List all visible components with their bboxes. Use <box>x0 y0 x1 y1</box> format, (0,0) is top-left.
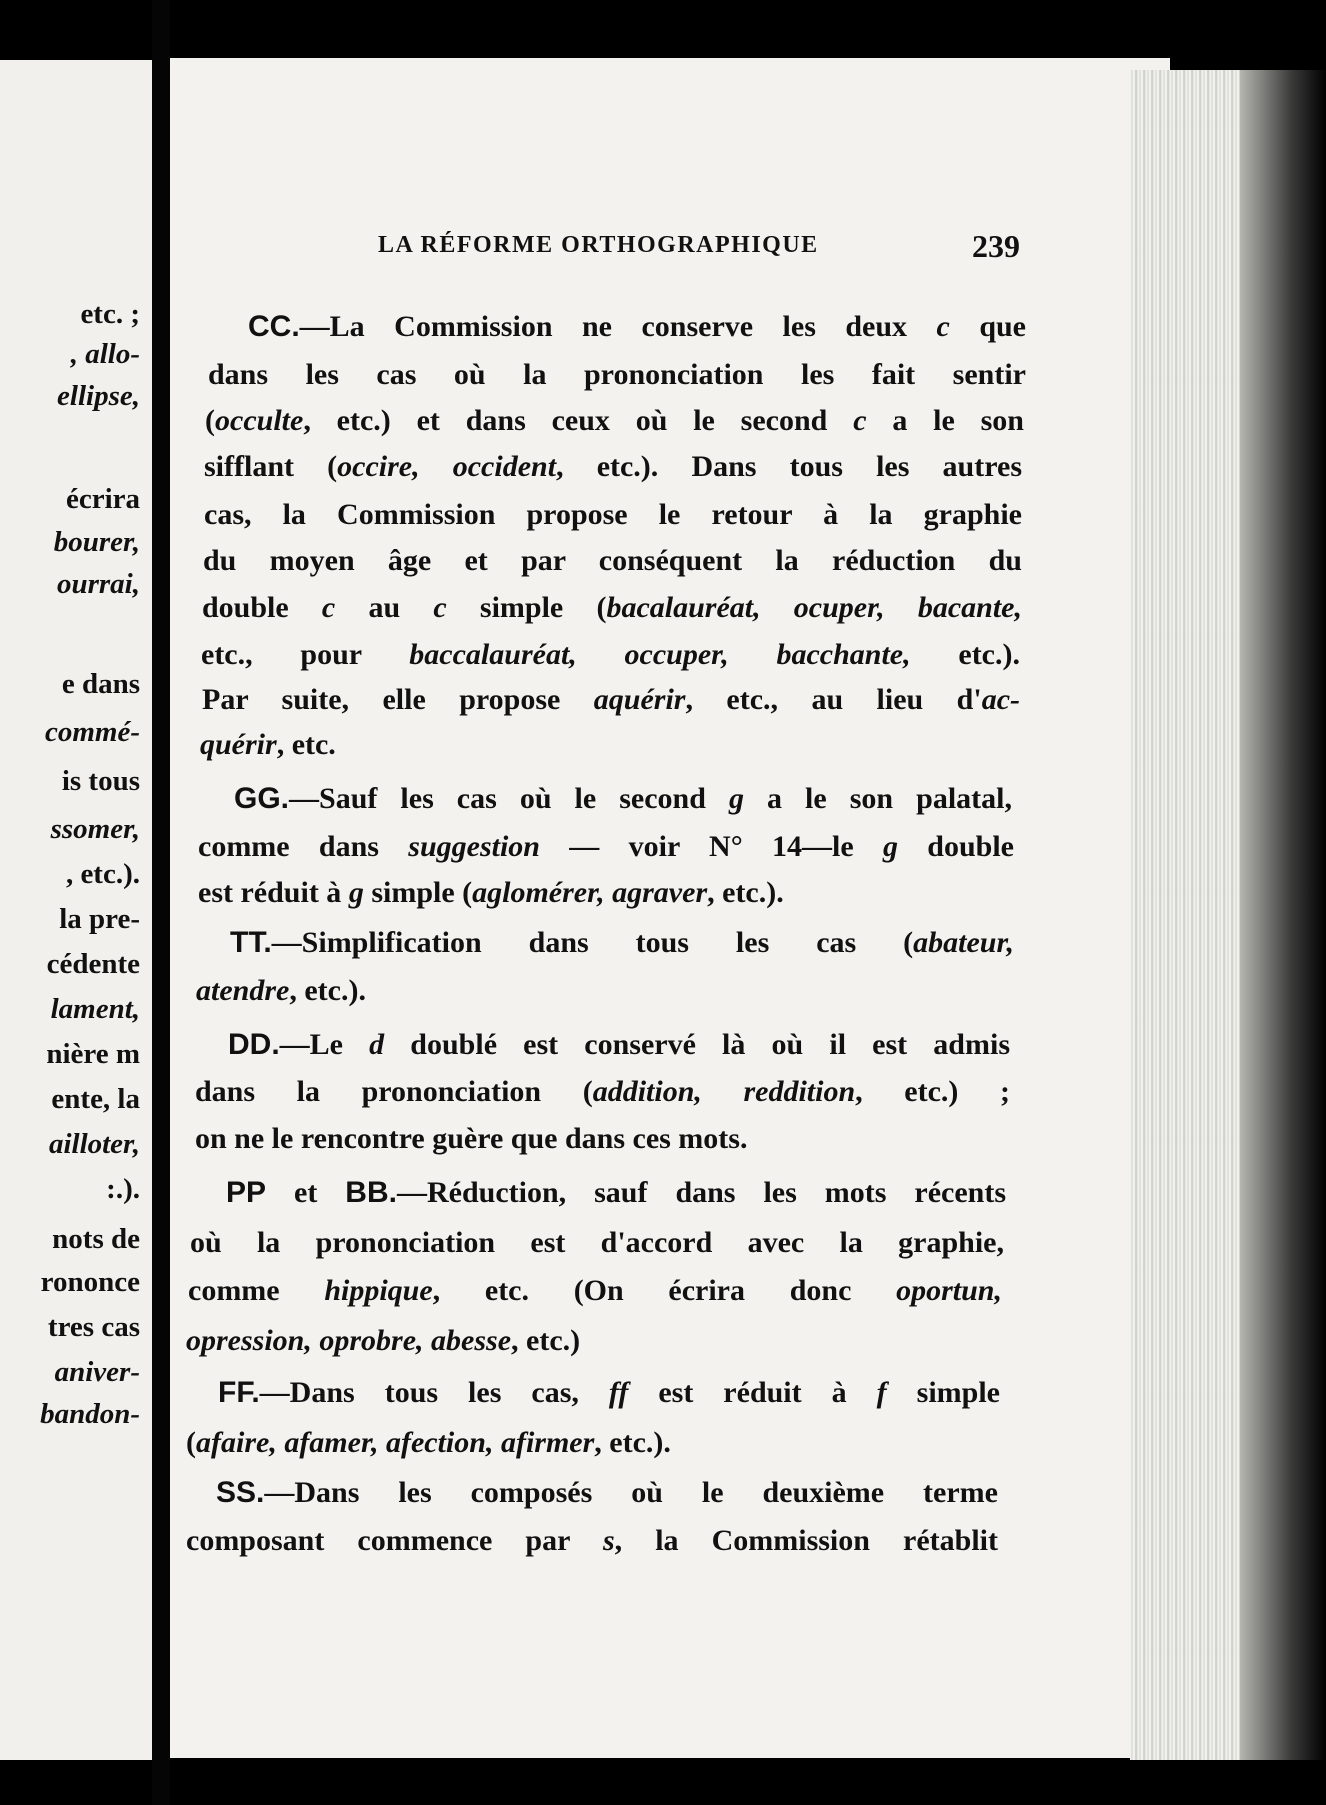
text-run: , etc.). <box>289 974 366 1007</box>
previous-page-line: bandon- <box>40 1398 140 1430</box>
previous-page-line: tres cas <box>47 1311 140 1343</box>
text-line <box>190 1228 1004 1258</box>
text-run: ( <box>205 404 215 437</box>
text-run: simple ( <box>363 876 473 909</box>
italic-word: oportun, <box>896 1274 1002 1307</box>
text-run: où la prononciation est d'accord avec la graphie, <box>190 1226 1004 1259</box>
italic-word: g <box>882 830 898 863</box>
italic-word: s <box>602 1524 615 1557</box>
previous-page-line: etc. ; <box>80 298 140 330</box>
previous-page-line: :.). <box>106 1173 140 1205</box>
previous-page-line: aniver- <box>54 1356 140 1388</box>
previous-page-line: la pre- <box>59 903 140 935</box>
text-run: , etc.). Dans tous les autres <box>556 450 1022 483</box>
italic-word: c <box>853 404 867 437</box>
section-heading: TT. <box>230 926 272 959</box>
italic-word: ff <box>608 1376 629 1409</box>
text-run: etc., pour <box>201 638 410 671</box>
italic-word: bacalauréat, ocuper, bacante, <box>606 591 1022 624</box>
text-run: simple <box>886 1376 1000 1409</box>
text-run: composant commence par <box>186 1524 603 1557</box>
section-heading: FF. <box>218 1376 260 1409</box>
text-run: , etc., au lieu d' <box>685 683 982 716</box>
text-run: , etc. (On écrira donc <box>432 1274 897 1307</box>
text-run: etc.). <box>910 638 1020 671</box>
text-run: , etc.) et dans ceux où le second <box>303 404 854 437</box>
text-run: double <box>202 591 322 624</box>
text-run: et <box>266 1176 346 1209</box>
text-line <box>196 976 366 1006</box>
text-line <box>188 1276 1002 1306</box>
text-run: dans les cas où la prononciation les fait sentir <box>208 358 1026 391</box>
text-run: —Le <box>279 1028 370 1061</box>
text-run: — voir N° 14—le <box>540 830 883 863</box>
text-run: simple ( <box>446 591 607 624</box>
text-run: , etc.). <box>594 1426 671 1459</box>
text-run: au <box>335 591 434 624</box>
previous-page-fragment <box>0 60 152 1760</box>
text-line <box>198 832 1014 862</box>
previous-page-line: commé- <box>44 716 140 748</box>
section-heading: BB. <box>345 1176 397 1209</box>
italic-word: opression, oprobre, abesse <box>186 1324 512 1357</box>
previous-page-line: ssomer, <box>50 813 140 845</box>
previous-page-line: ellipse, <box>57 380 140 412</box>
italic-word: atendre <box>196 974 290 1007</box>
text-run: —Simplification dans tous les cas ( <box>271 926 914 959</box>
italic-word: baccalauréat, occuper, bacchante, <box>409 638 911 671</box>
text-line <box>203 546 1022 576</box>
text-run: Par suite, elle propose <box>202 683 594 716</box>
previous-page-line: écrira <box>65 483 140 515</box>
text-run: —Dans tous les cas, <box>259 1376 609 1409</box>
italic-word: occire, occident <box>337 450 557 483</box>
text-run: doublé est conservé là où il est admis <box>384 1028 1010 1061</box>
text-run: du moyen âge et par conséquent la réduction du <box>203 544 1022 577</box>
page-number: 239 <box>972 228 1020 264</box>
previous-page-line: bourer, <box>53 526 140 558</box>
section-heading: DD. <box>228 1028 280 1061</box>
text-run: comme <box>188 1274 325 1307</box>
text-line <box>204 500 1022 530</box>
text-line <box>230 928 1014 958</box>
italic-word: aquérir <box>593 683 686 716</box>
text-run: cas, la Commission propose le retour à la graphie <box>204 498 1022 531</box>
text-run: , etc. <box>276 728 336 761</box>
previous-page-line: rononce <box>40 1266 140 1298</box>
text-line <box>200 730 336 760</box>
text-run: —Sauf les cas où le second <box>289 782 729 815</box>
text-run: , etc.) ; <box>855 1075 1010 1108</box>
italic-word: aglomérer, agraver <box>472 876 708 909</box>
text-run: , etc.). <box>707 876 784 909</box>
text-line <box>205 406 1024 436</box>
italic-word: afaire, afamer, afection, afirmer <box>196 1426 595 1459</box>
italic-word: g <box>728 782 744 815</box>
text-line <box>186 1428 671 1458</box>
text-run: a le son palatal, <box>743 782 1012 815</box>
text-line <box>204 452 1022 482</box>
text-run: est réduit à <box>628 1376 877 1409</box>
text-line <box>202 593 1022 623</box>
italic-word: c <box>433 591 447 624</box>
italic-word: abateur, <box>913 926 1014 959</box>
italic-word: quérir <box>200 728 277 761</box>
text-line <box>216 1478 998 1508</box>
text-line <box>201 640 1020 670</box>
text-line <box>226 1178 1006 1208</box>
italic-word: ac- <box>981 683 1020 716</box>
previous-page-line: , allo- <box>70 338 140 370</box>
text-run: —La Commission ne conserve les deux <box>299 310 937 343</box>
text-line <box>248 312 1026 342</box>
page-edge-shadow <box>1240 70 1326 1760</box>
previous-page-line: ente, la <box>51 1083 140 1115</box>
previous-page-line: cédente <box>46 948 140 980</box>
section-heading: CC. <box>248 310 300 343</box>
previous-page-line: , etc.). <box>65 858 140 890</box>
previous-page-line: nière m <box>46 1038 140 1070</box>
text-run: que <box>949 310 1027 343</box>
text-run: double <box>897 830 1014 863</box>
previous-page-line: nots de <box>52 1223 140 1255</box>
italic-word: c <box>936 310 950 343</box>
running-head-title: LA RÉFORME ORTHOGRAPHIQUE <box>378 232 819 258</box>
text-run: dans la prononciation ( <box>195 1075 593 1108</box>
text-line <box>218 1378 1000 1408</box>
italic-word: d <box>369 1028 385 1061</box>
text-run: ( <box>186 1426 196 1459</box>
text-line <box>234 784 1012 814</box>
italic-word: addition, reddition <box>592 1075 856 1108</box>
italic-word: suggestion <box>408 830 540 863</box>
text-line <box>186 1526 998 1556</box>
text-line <box>208 360 1026 390</box>
book-gutter <box>152 0 170 1805</box>
text-line <box>186 1326 580 1356</box>
previous-page-line: is tous <box>61 765 140 797</box>
previous-page-line: ailloter, <box>48 1128 140 1160</box>
text-run: sifflant ( <box>204 450 338 483</box>
section-heading: PP <box>226 1176 267 1209</box>
text-line <box>198 878 784 908</box>
italic-word: hippique <box>324 1274 433 1307</box>
italic-word: c <box>321 591 336 624</box>
text-line <box>202 685 1020 715</box>
previous-page-line: lament, <box>50 993 140 1025</box>
text-run: , etc.) <box>511 1324 581 1357</box>
text-run: comme dans <box>198 830 409 863</box>
text-run: a le son <box>866 404 1024 437</box>
text-line <box>228 1030 1010 1060</box>
previous-page-line: e dans <box>61 668 140 700</box>
text-run: —Dans les composés où le deuxième terme <box>264 1476 998 1509</box>
previous-page-line: ourrai, <box>56 568 140 600</box>
italic-word: occulte <box>215 404 304 437</box>
text-run: on ne le rencontre guère que dans ces mots. <box>195 1122 748 1155</box>
text-line <box>195 1077 1010 1107</box>
italic-word: f <box>876 1376 887 1409</box>
text-run: , la Commission rétablit <box>614 1524 998 1557</box>
section-heading: SS. <box>216 1476 265 1509</box>
text-run: —Réduction, sauf dans les mots récents <box>396 1176 1006 1209</box>
text-line <box>195 1124 747 1154</box>
italic-word: g <box>348 876 364 909</box>
text-run: est réduit à <box>198 876 349 909</box>
section-heading: GG. <box>234 782 290 815</box>
